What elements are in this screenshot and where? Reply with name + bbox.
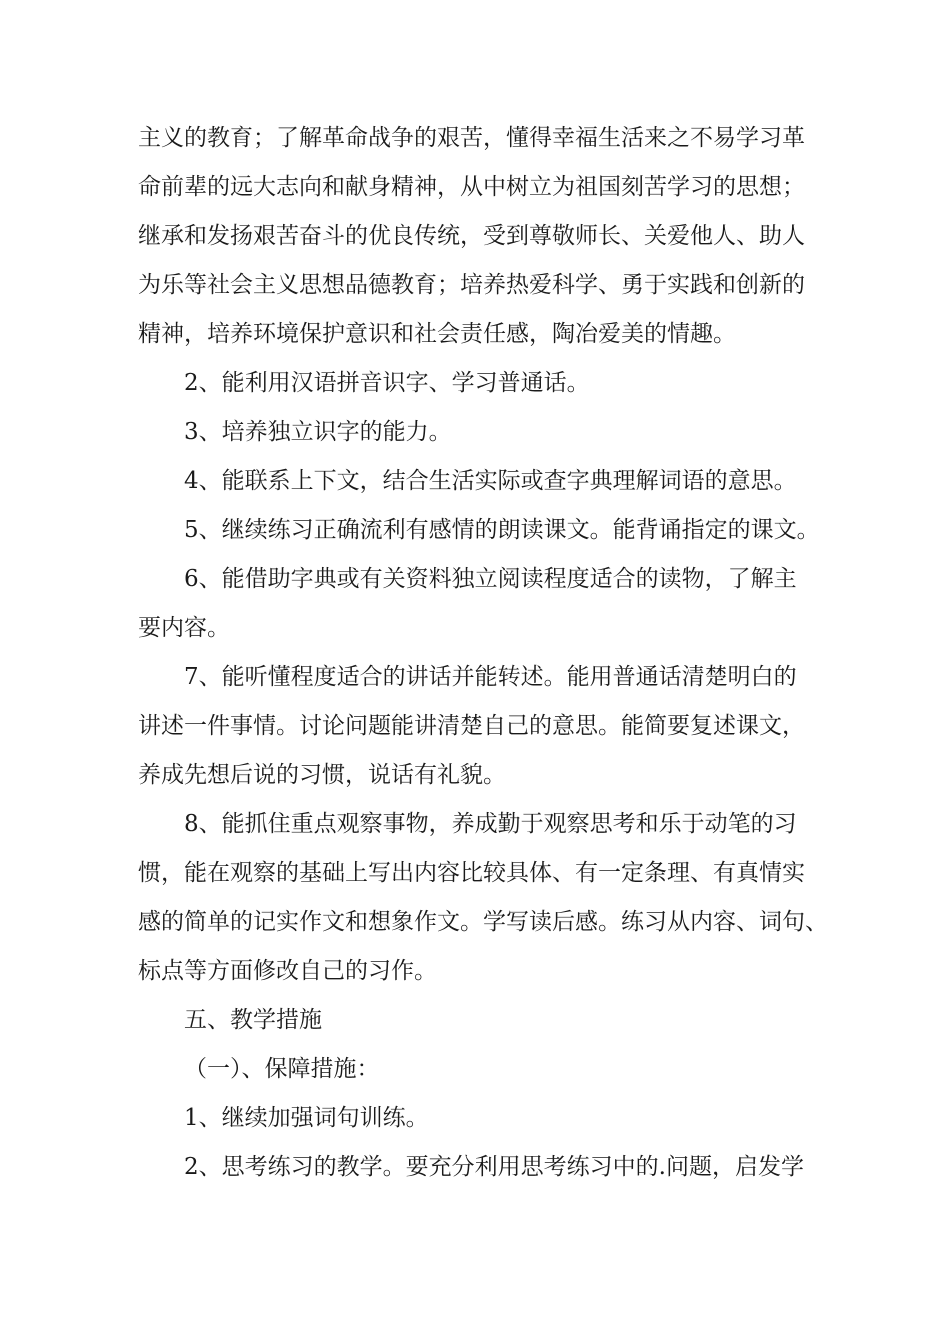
list-item-2: 2、能利用汉语拼音识字、学习普通话。 xyxy=(184,370,590,396)
text-line: 养成先想后说的习惯，说话有礼貌。 xyxy=(138,762,506,788)
text-line: 命前辈的远大志向和献身精神，从中树立为祖国刻苦学习的思想； xyxy=(138,174,805,200)
list-item-6: 6、能借助字典或有关资料独立阅读程度适合的读物，了解主 xyxy=(184,566,797,592)
list-item-8: 8、能抓住重点观察事物，养成勤于观察思考和乐于动笔的习 xyxy=(184,811,797,837)
measure-item-2: 2、思考练习的教学。要充分利用思考练习中的.问题，启发学 xyxy=(184,1154,804,1180)
list-item-4: 4、能联系上下文，结合生活实际或查字典理解词语的意思。 xyxy=(184,468,797,494)
list-item-3: 3、培养独立识字的能力。 xyxy=(184,419,452,445)
document-body xyxy=(138,113,838,1192)
text-line: 感的简单的记实作文和想象作文。学写读后感。练习从内容、词句、 xyxy=(138,909,828,935)
text-line: 标点等方面修改自己的习作。 xyxy=(138,958,437,984)
list-item-5: 5、继续练习正确流利有感情的朗读课文。能背诵指定的课文。 xyxy=(184,517,820,543)
measure-item-1: 1、继续加强词句训练。 xyxy=(184,1105,429,1131)
text-line: 为乐等社会主义思想品德教育；培养热爱科学、勇于实践和创新的 xyxy=(138,272,805,298)
text-line: 讲述一件事情。讨论问题能讲清楚自己的意思。能简要复述课文， xyxy=(138,713,805,739)
text-line: 要内容。 xyxy=(138,615,230,641)
text-line: 继承和发扬艰苦奋斗的优良传统，受到尊敬师长、关爱他人、助人 xyxy=(138,223,805,249)
text-line: 主义的教育；了解革命战争的艰苦，懂得幸福生活来之不易学习革 xyxy=(138,125,805,151)
subsection-heading: （一）、保障措施： xyxy=(184,1056,380,1082)
text-line: 精神，培养环境保护意识和社会责任感，陶冶爱美的情趣。 xyxy=(138,321,736,347)
list-item-7: 7、能听懂程度适合的讲话并能转述。能用普通话清楚明白的 xyxy=(184,664,797,690)
section-heading: 五、教学措施 xyxy=(184,1007,322,1033)
text-line: 惯，能在观察的基础上写出内容比较具体、有一定条理、有真情实 xyxy=(138,860,805,886)
